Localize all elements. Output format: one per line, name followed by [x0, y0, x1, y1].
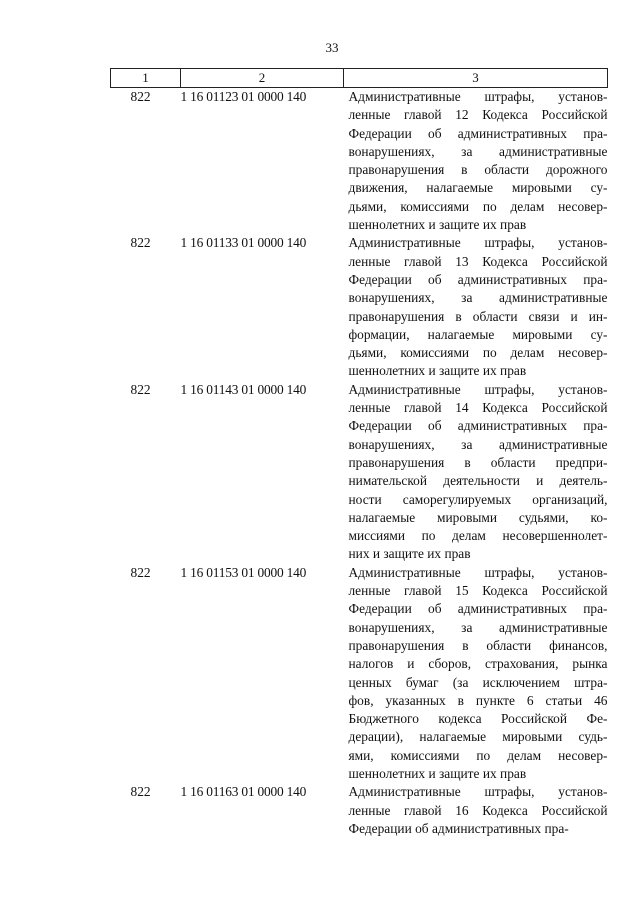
description-line: ценных бумаг (за исключением штра- — [348, 674, 608, 690]
description-line: ленные главой 14 Кодекса Российской — [348, 400, 608, 416]
description-cell — [344, 564, 608, 784]
admin-code-cell: 822 — [130, 564, 151, 580]
description-line: миссиями по делам несовершеннолет- — [348, 528, 608, 544]
description-cell — [344, 88, 608, 235]
kbk-code-cell: 1 16 01123 01 0000 140 — [180, 89, 307, 104]
admin-code-cell: 822 — [130, 784, 151, 800]
description-line: правонарушения в области связи и ин- — [348, 308, 608, 324]
description-line: них и защите их прав — [348, 546, 471, 562]
description-line: Федерации об административных пра- — [348, 820, 569, 836]
header-col-3: 3 — [344, 69, 608, 88]
description-cell — [344, 381, 608, 564]
table-row — [111, 234, 608, 380]
description-line: формации, налагаемые мировыми су- — [348, 326, 608, 342]
description-line: Федерации об административных пра- — [348, 601, 608, 617]
header-col-2: 2 — [181, 69, 344, 88]
table-header — [111, 69, 608, 88]
description-line: налагаемые мировыми судьями, ко- — [348, 509, 608, 525]
table-row — [111, 88, 608, 235]
description-line: движения, налагаемые мировыми су- — [348, 180, 608, 196]
description-line: Бюджетного кодекса Российской Фе- — [348, 711, 608, 727]
description-line: нимательской деятельности и деятель- — [348, 473, 608, 489]
kbk-code-cell: 1 16 01143 01 0000 140 — [180, 381, 307, 397]
description-line: ленные главой 13 Кодекса Российской — [348, 253, 608, 269]
description-line: шеннолетних и защите их прав — [348, 765, 527, 781]
description-line: дерации), налагаемые мировыми судь- — [348, 729, 608, 745]
admin-code-cell: 822 — [130, 89, 151, 104]
description-line: ности саморегулируемых организаций, — [348, 491, 608, 507]
description-line: налогов и сборов, страхования, рынка — [348, 656, 608, 672]
table-row — [111, 783, 608, 838]
description-line: дьями, комиссиями по делам несовер- — [348, 198, 608, 214]
description-line: Административные штрафы, установ- — [348, 564, 608, 580]
description-line: Административные штрафы, установ- — [348, 89, 608, 104]
description-line: вонарушениях, за административные — [348, 143, 608, 159]
description-cell — [344, 234, 608, 380]
page-number: 33 — [325, 40, 339, 55]
description-line: вонарушениях, за административные — [348, 619, 608, 635]
description-line: вонарушениях, за административные — [348, 290, 608, 306]
description-line: Федерации об административных пра- — [348, 271, 608, 287]
description-line: фов, указанных в пункте 6 статьи 46 — [348, 692, 608, 708]
description-line: ями, комиссиями по делам несовер- — [348, 747, 608, 763]
kbk-code-cell: 1 16 01133 01 0000 140 — [180, 235, 307, 251]
admin-code-cell: 822 — [130, 235, 151, 251]
description-line: Административные штрафы, установ- — [348, 381, 608, 397]
description-line: дьями, комиссиями по делам несовер- — [348, 345, 608, 361]
description-line: шеннолетних и защите их прав — [348, 363, 527, 379]
description-line: Административные штрафы, установ- — [348, 784, 608, 800]
description-line: шеннолетних и защите их прав — [348, 217, 527, 233]
table-row — [111, 381, 608, 564]
admin-code-cell: 822 — [130, 381, 151, 397]
kbk-code-cell: 1 16 01163 01 0000 140 — [180, 784, 307, 800]
description-line: Административные штрафы, установ- — [348, 235, 608, 251]
description-line: правонарушения в области предпри- — [348, 454, 608, 470]
description-line: правонарушения в области финансов, — [348, 637, 608, 653]
table-body — [111, 88, 608, 839]
description-cell — [344, 783, 608, 838]
kbk-code-cell: 1 16 01153 01 0000 140 — [180, 564, 307, 580]
description-line: ленные главой 16 Кодекса Российской — [348, 802, 608, 818]
fines-table — [110, 68, 608, 838]
description-line: Федерации об административных пра- — [348, 125, 608, 141]
description-line: ленные главой 15 Кодекса Российской — [348, 583, 608, 599]
table-row — [111, 564, 608, 784]
description-line: правонарушения в области дорожного — [348, 162, 608, 178]
header-col-1: 1 — [111, 69, 181, 88]
description-line: вонарушениях, за административные — [348, 436, 608, 452]
description-line: Федерации об административных пра- — [348, 418, 608, 434]
description-line: ленные главой 12 Кодекса Российской — [348, 107, 608, 123]
